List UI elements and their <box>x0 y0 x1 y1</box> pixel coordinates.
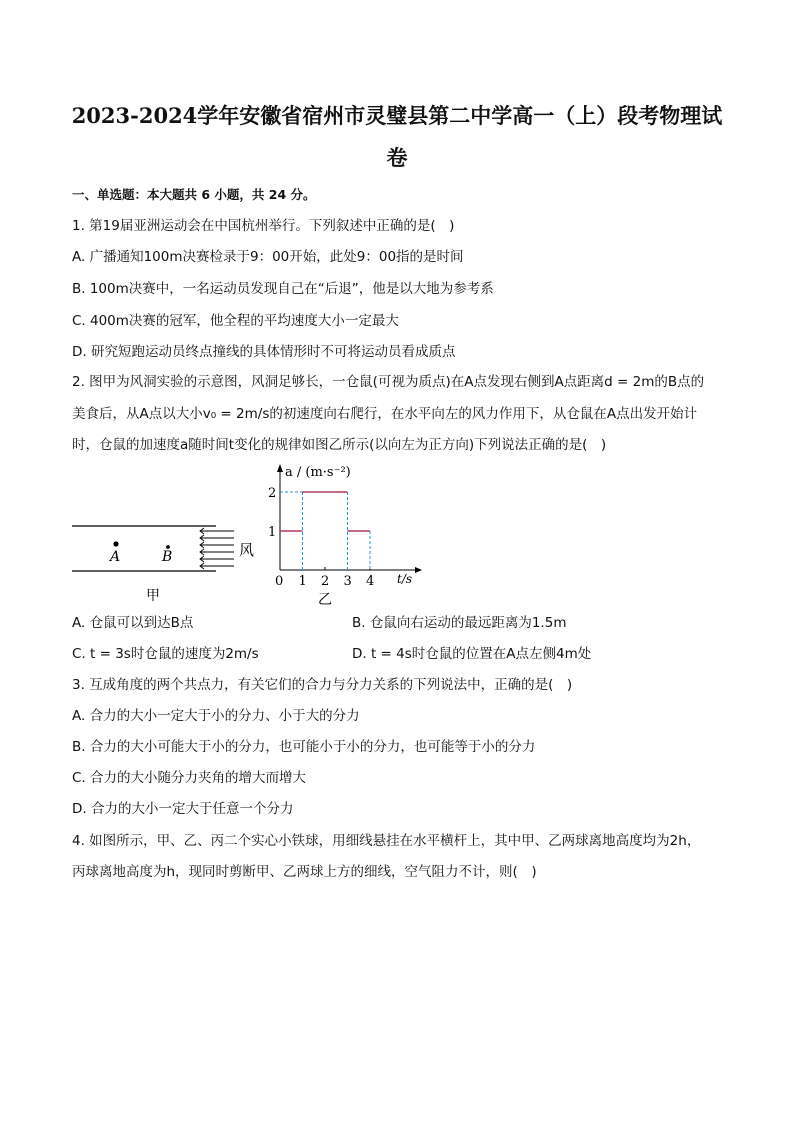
q3-option-a: A. 合力的大小一定大于小的分力、小于大的分力 <box>72 708 360 724</box>
q3-stem: 3. 互成角度的两个共点力，有关它们的合力与分力关系的下列说法中，正确的是( ) <box>72 677 573 693</box>
q1-option-a: A. 广播通知100m决赛检录于9：00开始，此处9：00指的是时间 <box>72 249 464 265</box>
q1-option-b: B. 100m决赛中，一名运动员发现自己在“后退”，他是以大地为参考系 <box>72 281 494 297</box>
figure-yi-caption: 乙 <box>318 592 332 608</box>
q2-option-b: B. 仓鼠向右运动的最远距离为1.5m <box>352 615 567 631</box>
q2-option-c: C. t = 3s时仓鼠的速度为2m/s <box>72 646 259 662</box>
x-tick-label: 3 <box>343 574 352 589</box>
point-a-label: A <box>110 549 121 565</box>
q3-option-c: C. 合力的大小随分力夹角的增大而增大 <box>72 770 307 786</box>
q2-option-d: D. t = 4s时仓鼠的位置在A点左侧4m处 <box>352 646 592 662</box>
point-b-label: B <box>162 549 173 565</box>
x-tick-label: 2 <box>321 574 330 589</box>
acceleration-time-chart <box>260 458 430 608</box>
q2-option-a: A. 仓鼠可以到达B点 <box>72 615 194 631</box>
q2-stem-line-2: 美食后，从A点以大小v₀ = 2m/s的初速度向右爬行，在水平向左的风力作用下，从仓鼠在A点出发开始计 <box>72 406 698 422</box>
x-tick-label: 1 <box>298 574 307 589</box>
q1-stem: 1. 第19届亚洲运动会在中国杭州举行。下列叙述中正确的是( ) <box>72 218 455 234</box>
wind-arrows <box>200 528 234 569</box>
q3-option-b: B. 合力的大小可能大于小的分力，也可能小于小的分力，也可能等于小的分力 <box>72 739 536 755</box>
x-tick-label: 4 <box>366 574 375 589</box>
exam-title-line-1: 2023-2024学年安徽省宿州市灵璧县第二中学高一（上）段考物理试 <box>71 103 723 128</box>
q3-option-d: D. 合力的大小一定大于任意一个分力 <box>72 801 294 817</box>
y-axis-arrow <box>277 464 283 472</box>
q4-stem-line-2: 丙球离地高度为h，现同时剪断甲、乙两球上方的细线，空气阻力不计，则( ) <box>72 864 537 880</box>
q2-stem-line-1: 2. 图甲为风洞实验的示意图，风洞足够长，一仓鼠(可视为质点)在A点发现右侧到A点距离d = 2m的B点的 <box>72 374 705 390</box>
wind-label: 风 <box>239 541 255 559</box>
wind-tunnel-figure <box>66 518 266 606</box>
y-tick-label: 1 <box>268 525 277 540</box>
x-axis-arrow <box>415 567 422 573</box>
origin-label: 0 <box>275 574 284 589</box>
q1-option-d: D. 研究短跑运动员终点撞线的具体情形时不可将运动员看成质点 <box>72 344 456 360</box>
q1-option-c: C. 400m决赛的冠军，他全程的平均速度大小一定最大 <box>72 313 399 329</box>
q2-stem-line-3: 时，仓鼠的加速度a随时间t变化的规律如图乙所示(以向左为正方向)下列说法正确的是( ) <box>72 437 607 453</box>
x-axis-label: t/s <box>397 572 413 586</box>
section-heading: 一、单选题：本大题共 6 小题，共 24 分。 <box>72 187 316 202</box>
y-tick-label: 2 <box>268 486 277 501</box>
q4-stem-line-1: 4. 如图所示，甲、乙、丙二个实心小铁球，用细线悬挂在水平横杆上，其中甲、乙两球离地高度均为2h， <box>72 833 701 849</box>
point-a-dot <box>113 541 118 546</box>
figure-jia-caption: 甲 <box>146 588 160 604</box>
exam-title-line-2: 卷 <box>386 145 408 170</box>
y-axis-label: a / (m·s⁻²) <box>285 465 351 480</box>
